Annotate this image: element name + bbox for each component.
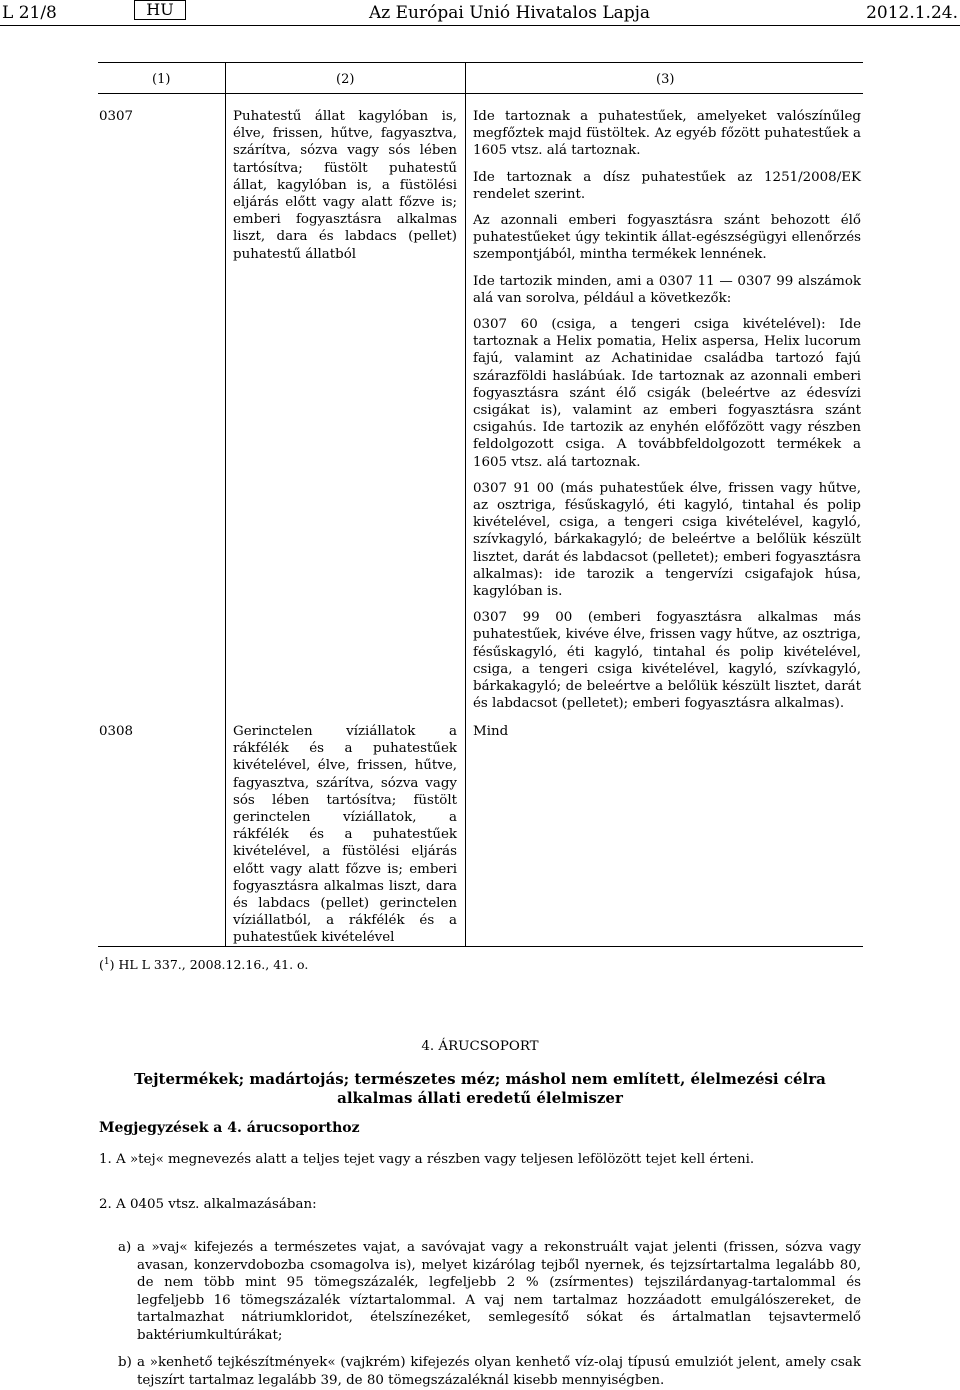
column-divider-2 — [465, 62, 466, 946]
header-bottom-rule — [98, 93, 863, 94]
language-badge: HU — [134, 0, 186, 20]
header-rule — [0, 25, 960, 26]
note-paragraph: 0307 91 00 (más puhatestűek élve, frissen vagy hűtve, az osztriga, fésűskagyló, éti kagyló, tintahal és polip kivételével, csiga, a tengeri csiga kivételével, kagyló, szívkagyló, bárkakagyló; de beleértve a belőlük készült lisztet, darát és labdacsot (pelletet); emberi fogyasztásra alkalmas): ide tarozik a tengervízi csigafajok húsa, kagylóban is. — [473, 480, 861, 600]
note-paragraph: Ide tartozik minden, ami a 0307 11 — 0307 99 alszámok alá van sorolva, például a következők: — [473, 273, 861, 306]
table-row-code: 0308 — [99, 724, 134, 739]
footnote-text: HL L 337., 2008.12.16., 41. o. — [118, 957, 309, 973]
note-paragraph: 0307 99 00 (emberi fogyasztásra alkalmas más puhatestűek, kivéve élve, frissen vagy hűtve, az osztriga, fésűskagyló, éti kagyló, tintahal és polip kivételével, csiga, a tengeri csiga kivételével, kagyló, szívkagyló, bárkakagyló; de beleértve a belőlük készült lisztet, darát és labdacsot (pelletet); emberi fogyasztásra alkalmas). — [473, 610, 861, 712]
note-paragraph: Ide tartoznak a dísz puhatestűek az 1251/2008/EK rendelet szerint. — [473, 169, 861, 202]
chapter-number: 4. ÁRUCSOPORT — [421, 1039, 539, 1054]
table-row-notes: Mind — [473, 724, 509, 739]
issue-date: 2012.1.24. — [866, 3, 958, 23]
column-divider-1 — [225, 62, 226, 946]
note-paragraph: 0307 60 (csiga, a tengeri csiga kivételével): Ide tartoznak a Helix pomatia, Helix aspersa, Helix lucorum fajú, valamint az Achatinidae családba tartozó fajú szárazföldi haslábúak. Ide tartoznak az azonnali emberi fogyasztásra szánt élő csigák (beleértve az édesvízi csigákat is), valamint az emberi fogyasztásra szánt csigahús. Ide tartozik az enyhén előfőzött vagy részben feldolgozott csiga. A továbbfeldolgozott termékek a 1605 vtsz. alá tartoznak. — [473, 317, 861, 470]
footnote: ($^1$) HL L 337., 2008.12.16., 41. o. — [99, 957, 309, 973]
chapter-title: Tejtermékek; madártojás; természetes méz; máshol nem említett, élelmezési célra alkalmas állati eredetű élelmiszer — [134, 1070, 826, 1107]
footnote-marker: 1 — [103, 957, 110, 967]
table-row-notes — [473, 108, 861, 713]
list-item-text: a »kenhető tejkészítmények« (vajkrém) kifejezés olyan kenhető víz-olaj típusú emulziót jelent, amely csak tejszírt tartalmaz legalább 39, de 80 tömegszázaléknál kisebb mennyiségben. — [137, 1355, 861, 1388]
journal-title: Az Európai Unió Hivatalos Lapja — [369, 3, 651, 23]
table-row-code: 0307 — [99, 109, 134, 124]
note-1: 1. A »tej« megnevezés alatt a teljes tejet vagy a részben vagy teljesen lefölözött tejet kell érteni. — [99, 1152, 755, 1167]
table-row-description: Puhatestű állat kagylóban is, élve, frissen, hűtve, fagyasztva, szárítva, sózva vagy sós lében tartósítva; füstölt puhatestű állat, kagylóban is, a füstölési eljárás előtt vagy alatt főzve is; emberi fogyasztásra alkalmas liszt, dara és labdacs (pellet) puhatestű állatból — [233, 109, 457, 262]
column-header-2: (2) — [336, 72, 355, 87]
column-header-1: (1) — [152, 72, 171, 87]
journal-ref: L 21/8 — [2, 3, 57, 23]
table-top-rule — [98, 62, 863, 63]
notes-heading: Megjegyzések a 4. árucsoporthoz — [99, 1120, 360, 1136]
note-paragraph: Ide tartoznak a puhatestűek, amelyeket valószínűleg megfőztek majd füstöltek. Az egyéb főzött puhatestűek a 1605 vtsz. alá tartoznak. — [473, 109, 861, 159]
note-2: 2. A 0405 vtsz. alkalmazásában: — [99, 1197, 317, 1212]
list-item-text: a »vaj« kifejezés a természetes vajat, a savóvajat vagy a rekonstruált vajat jelenti (frissen, sózva vagy avasan, konzervdobozba csomagolva is), melyet kizárólag tejből nyernek, és tejzsírtartalma legalább 80, de nem több mint 95 tömegszázalék, legfeljebb 2 % (zsírmentes) tejszilárdanyag-tartalommal és legfeljebb 16 tömegszázalék víztartalommal. A vaj nem tartalmaz hozzáadott emulgálószereket, de tartalmazhat nátriumkloridot, ételszínezéket, semlegesítő sókat és ártalmatlan tejsavtermelő baktériumkultúrákat; — [137, 1240, 861, 1343]
list-item-label: a) — [118, 1240, 132, 1255]
table-bottom-rule — [98, 946, 863, 947]
list-item-label: b) — [118, 1355, 132, 1370]
column-header-3: (3) — [656, 72, 675, 87]
table-row-description: Gerinctelen víziállatok a rákfélék és a puhatestűek kivételével, élve, frissen, hűtve, fagyasztva, szárítva, sózva vagy sós lében tartósítva; füstölt gerinctelen víziállatok, a rákfélék és a puhatestűek kivételével, a füstölési eljárás előtt vagy alatt főzve is; emberi fogyasztásra alkalmas liszt, dara és labdacs (pellet) gerinctelen víziállatból, a rákfélék és a puhatestűek kivételével — [233, 724, 457, 946]
note-paragraph: Az azonnali emberi fogyasztásra szánt behozott élő puhatestűeket úgy tekintik állat-egészségügyi ellenőrzés szempontjából, mintha termékek lennének. — [473, 213, 861, 263]
